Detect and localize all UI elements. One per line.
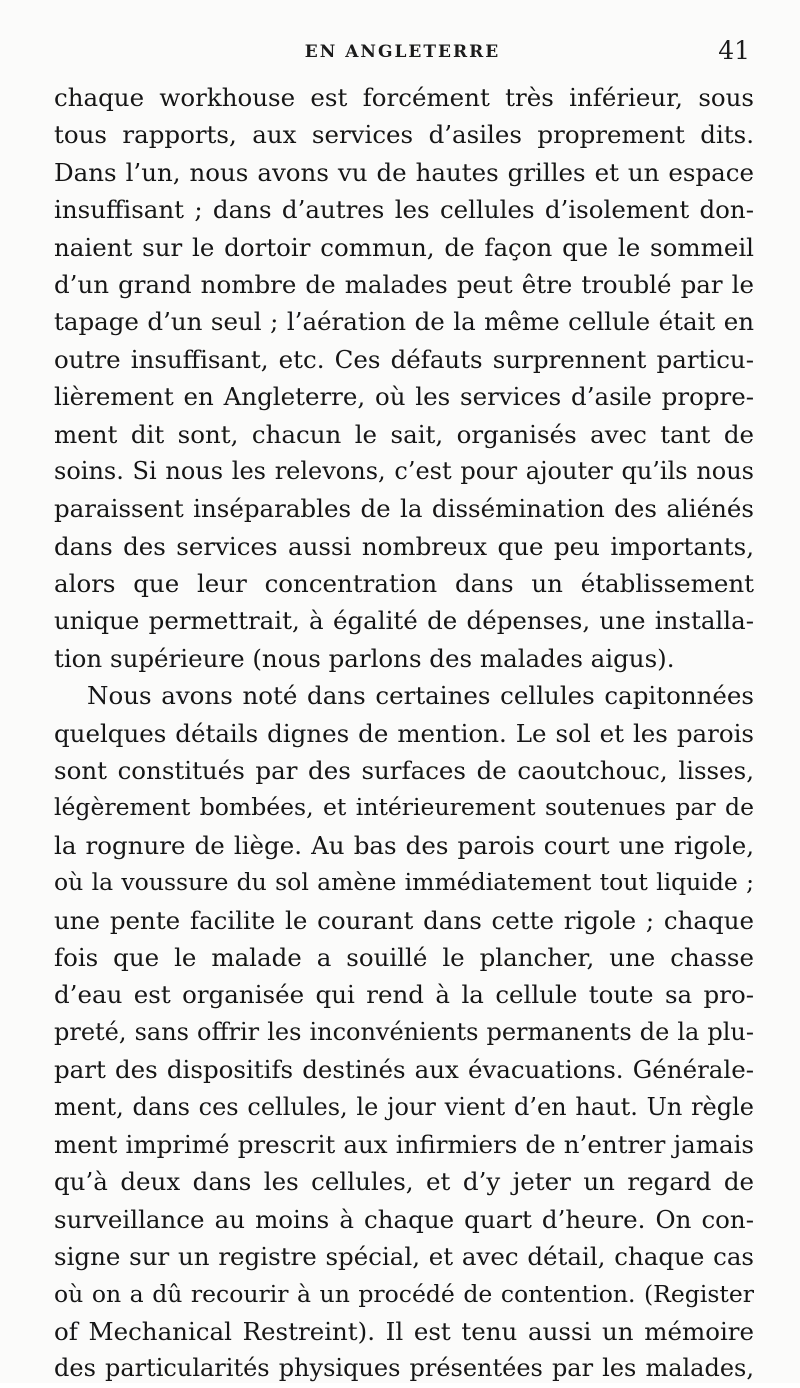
text-line: d’un grand nombre de malades peut être troublé par le (54, 269, 754, 299)
text-line: tous rapports, aux services d’asiles proprement dits. (54, 120, 754, 150)
text-line: alors que leur concentration dans un établissement (54, 569, 754, 599)
body-text (54, 79, 754, 1388)
running-title: EN ANGLETERRE (304, 42, 501, 62)
text-line: sont constitués par des surfaces de caoutchouc, lisses, (54, 756, 754, 786)
text-line: qu’à deux dans les cellules, et d’y jeter un regard de (54, 1167, 754, 1197)
text-line: surveillance au moins à chaque quart d’heure. On con- (54, 1204, 754, 1234)
text-line: part des dispositifs destinés aux évacuations. Générale- (54, 1055, 754, 1085)
text-line: légèrement bombées, et intérieurement soutenues par de (54, 793, 754, 822)
text-line: dans des services aussi nombreux que peu importants, (54, 531, 754, 561)
page-number: 41 (718, 36, 750, 65)
text-line: la rognure de liège. Au bas des parois court une rigole, (54, 830, 754, 860)
text-line: d’eau est organisée qui rend à la cellule toute sa pro- (54, 980, 754, 1010)
text-line: une pente facilite le courant dans cette rigole ; chaque (54, 905, 754, 935)
text-line: des particularités physiques présentées par les malades, (54, 1354, 754, 1383)
text-line: Dans l’un, nous avons vu de hautes grilles et un espace (54, 157, 754, 187)
text-line: ment imprimé prescrit aux infirmiers de n’entrer jamais (54, 1129, 754, 1159)
text-line: où la voussure du sol amène immédiatement tout liquide ; (54, 868, 754, 897)
text-line: insuffisant ; dans d’autres les cellules d’isolement don- (54, 195, 754, 225)
text-line: chaque workhouse est forcément très inférieur, sous (54, 83, 754, 112)
text-line: signe sur un registre spécial, et avec détail, chaque cas (54, 1242, 754, 1272)
text-line: paraissent inséparables de la dissémination des aliénés (54, 494, 754, 524)
text-line: of Mechanical Restreint). Il est tenu aussi un mémoire (54, 1316, 754, 1346)
running-head (55, 36, 750, 76)
text-line: tion supérieure (nous parlons des malades aigus). (54, 643, 675, 673)
text-line: où on a dû recourir à un procédé de contention. (Register (54, 1279, 754, 1308)
text-line: lièrement en Angleterre, où les services d’asile propre- (54, 382, 754, 412)
text-line: outre insuffisant, etc. Ces défauts surprennent particu- (54, 344, 754, 374)
text-line: ment, dans ces cellules, le jour vient d’en haut. Un règle (54, 1092, 754, 1121)
paragraph-start-line: Nous avons noté dans certaines cellules capitonnées (87, 681, 754, 711)
text-line: preté, sans offrir les inconvénients permanents de la plu- (54, 1017, 754, 1046)
text-line: naient sur le dortoir commun, de façon que le sommeil (54, 232, 754, 262)
text-line: soins. Si nous les relevons, c’est pour ajouter qu’ils nous (54, 456, 754, 485)
text-line: tapage d’un seul ; l’aération de la même cellule était en (54, 307, 754, 337)
text-line: ment dit sont, chacun le sait, organisés avec tant de (54, 419, 754, 449)
text-line: quelques détails dignes de mention. Le sol et les parois (54, 718, 754, 748)
text-line: unique permettrait, à égalité de dépenses, une installa- (54, 606, 754, 636)
text-line: fois que le malade a souillé le plancher, une chasse (54, 942, 754, 972)
